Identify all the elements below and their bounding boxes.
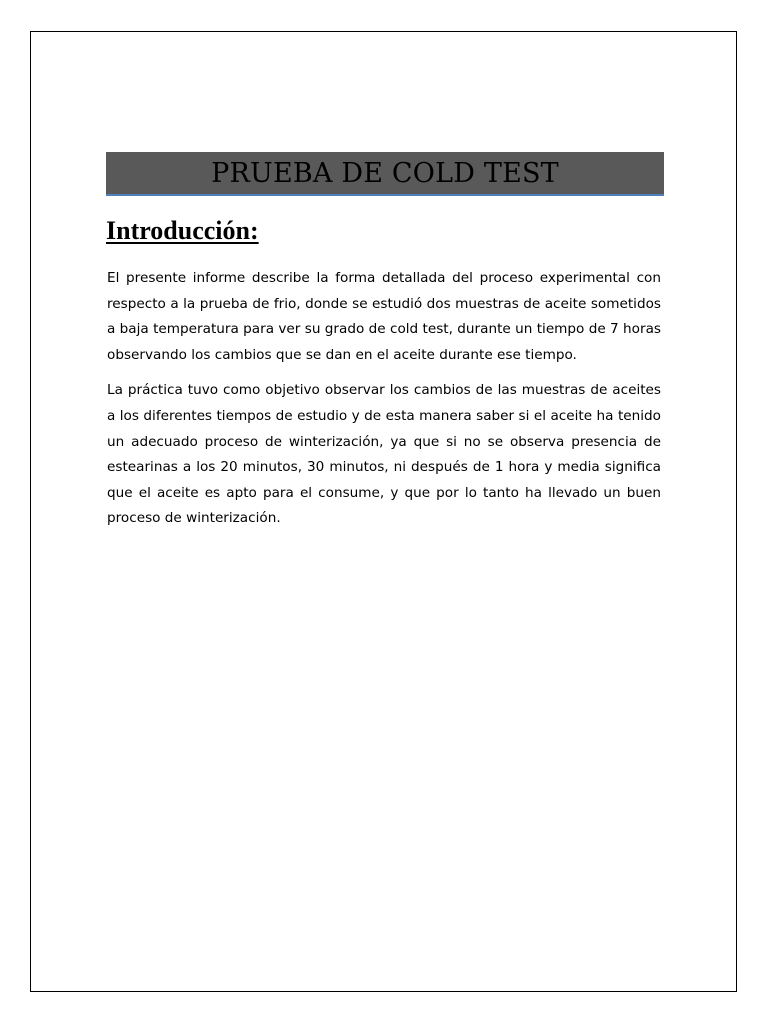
- paragraph-2: La práctica tuvo como objetivo observar los cambios de las muestras de aceites a los diferentes tiempos de estudio y de esta manera saber si el aceite ha tenido un adecuado proceso de winterización, ya que si no se observa presencia de estearinas a los 20 minutos, 30 minutos, ni después de 1 hora y media significa que el aceite es apto para el consume, y que por lo tanto ha llevado un buen proceso de winterización.: [107, 382, 661, 527]
- paragraph-1: El presente informe describe la forma detallada del proceso experimental con respecto a la prueba de frio, donde se estudió dos muestras de aceite sometidos a baja temperatura para ver su grado de cold test, durante un tiempo de 7 horas observando los cambios que se dan en el aceite durante ese tiempo.: [107, 270, 661, 363]
- document-body: [107, 266, 661, 532]
- title-banner: [106, 152, 664, 196]
- section-heading-introduccion: Introducción:: [106, 216, 259, 245]
- document-title: PRUEBA DE COLD TEST: [211, 157, 559, 189]
